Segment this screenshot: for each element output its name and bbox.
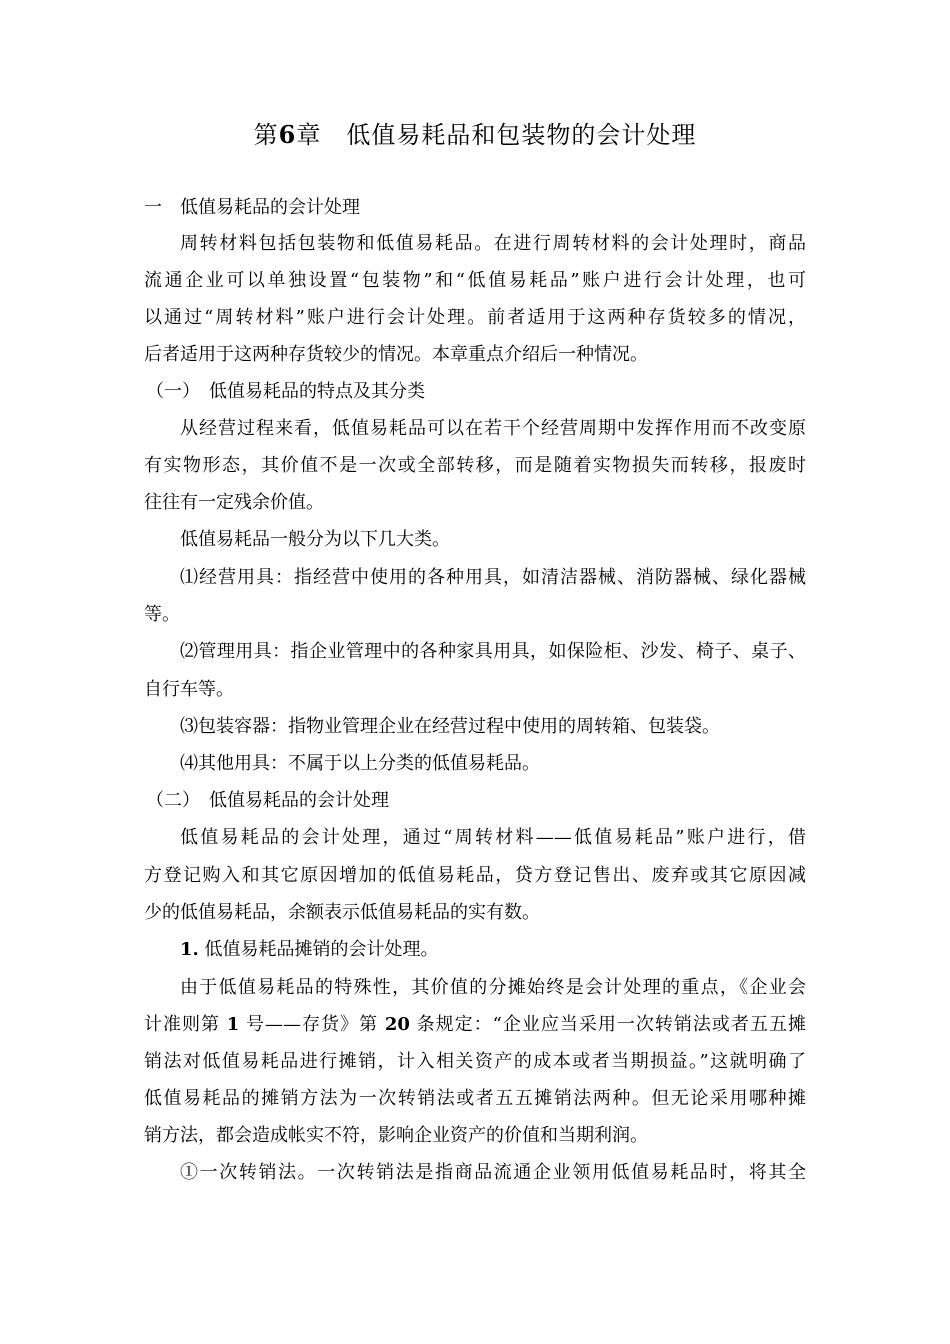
list-item-line: 等。 <box>144 604 180 625</box>
paragraph-line: 有实物形态，其价值不是一次或全部转移，而是随着实物损失而转移，报废时 <box>144 455 806 476</box>
numbered-heading-text: 低值易耗品摊销的会计处理。 <box>204 939 439 960</box>
paragraph-line: 销法对低值易耗品进行摊销，计入相关资产的成本或者当期损益。”这就明确了 <box>144 1051 806 1072</box>
paragraph-line: 少的低值易耗品，余额表示低值易耗品的实有数。 <box>144 902 540 923</box>
paragraph-line: 低值易耗品的摊销方法为一次转销法或者五五摊销法两种。但无论采用哪种摊 <box>144 1088 806 1109</box>
chapter-number: 6 <box>278 120 297 149</box>
paragraph-line: 低值易耗品一般分为以下几大类。 <box>180 529 450 550</box>
paragraph-line-mixed <box>144 1010 806 1040</box>
chapter-title-pre: 第 <box>253 121 279 149</box>
section-heading-1: 一 低值易耗品的会计处理 <box>144 197 360 218</box>
paragraph-line: 由于低值易耗品的特殊性，其价值的分摊始终是会计处理的重点，《企业会 <box>180 977 806 998</box>
list-item-line: 自行车等。 <box>144 679 234 700</box>
article-number: 20 <box>384 1014 410 1035</box>
paragraph-line: 低值易耗品的会计处理，通过“周转材料——低值易耗品”账户进行，借 <box>180 827 806 848</box>
chapter-title-text: 章 低值易耗品和包装物的会计处理 <box>296 121 697 149</box>
paragraph-line: ①一次转销法。一次转销法是指商品流通企业领用低值易耗品时，将其全 <box>180 1162 806 1183</box>
text-run: 号——存货》第 <box>246 1014 379 1035</box>
list-item-line: ⑶包装容器：指物业管理企业在经营过程中使用的周转箱、包装袋。 <box>180 716 720 737</box>
paragraph-line: 销方法，都会造成帐实不符，影响企业资产的价值和当期利润。 <box>144 1125 648 1146</box>
subsection-heading-1: （一） 低值易耗品的特点及其分类 <box>146 381 425 402</box>
chapter-title <box>0 118 950 152</box>
text-run: 条规定：“企业应当采用一次转销法或者五五摊 <box>416 1014 806 1035</box>
numbered-heading <box>180 935 806 965</box>
standard-number: 1 <box>226 1014 240 1035</box>
paragraph-line: 以通过“周转材料”账户进行会计处理。前者适用于这两种存货较多的情况， <box>144 307 806 328</box>
paragraph-line: 方登记购入和其它原因增加的低值易耗品，贷方登记售出、废弃或其它原因减 <box>144 865 806 886</box>
text-run: 计准则第 <box>144 1014 221 1035</box>
paragraph-line: 从经营过程来看，低值易耗品可以在若干个经营周期中发挥作用而不改变原 <box>180 418 806 439</box>
list-item-line: ⑵管理用具：指企业管理中的各种家具用具，如保险柜、沙发、椅子、桌子、 <box>180 641 806 662</box>
paragraph-line: 后者适用于这两种存货较少的情况。本章重点介绍后一种情况。 <box>144 344 648 365</box>
paragraph-line: 周转材料包括包装物和低值易耗品。在进行周转材料的会计处理时，商品 <box>180 233 806 254</box>
subsection-heading-2: （二） 低值易耗品的会计处理 <box>146 790 389 811</box>
paragraph-line: 流通企业可以单独设置“包装物”和“低值易耗品”账户进行会计处理，也可 <box>144 270 806 291</box>
list-item-line: ⑷其他用具：不属于以上分类的低值易耗品。 <box>180 753 540 774</box>
numbered-heading-number: 1. <box>180 939 199 960</box>
paragraph-line: 往往有一定残余价值。 <box>144 492 324 513</box>
list-item-line: ⑴经营用具：指经营中使用的各种用具，如清洁器械、消防器械、绿化器械 <box>180 567 806 588</box>
